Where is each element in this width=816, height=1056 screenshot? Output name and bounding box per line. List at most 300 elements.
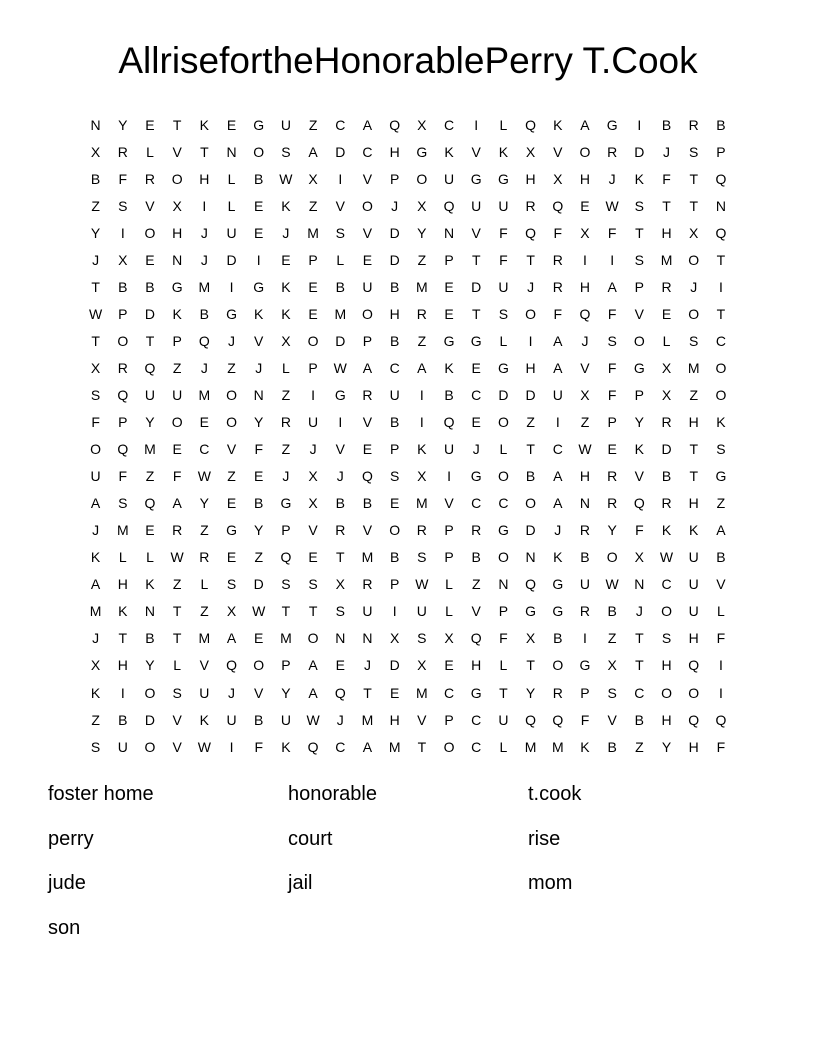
grid-letter: D [389,251,400,268]
grid-letter: I [202,197,207,214]
grid-letter: C [471,738,482,755]
word-list-column-3 [528,782,581,896]
grid-letter: I [555,414,560,431]
grid-letter: A [226,630,237,647]
grid-letter: V [417,711,427,728]
grid-letter: O [688,305,700,322]
grid-letter: A [90,495,101,512]
grid-letter: U [226,711,237,728]
grid-letter: N [253,386,264,403]
grid-letter: K [498,143,509,160]
grid-letter: S [417,549,427,566]
grid-letter: Q [688,657,700,674]
grid-letter: A [362,738,373,755]
grid-letter: F [607,359,617,376]
grid-letter: R [661,414,672,431]
word-list-item: rise [528,827,561,850]
grid-letter: G [552,576,564,593]
grid-letter: O [144,738,156,755]
grid-letter: U [688,549,699,566]
grid-letter: M [280,630,292,647]
grid-letter: L [227,197,236,214]
grid-letter: K [417,441,427,458]
grid-letter: R [335,522,346,539]
grid-letter: Y [118,116,128,133]
grid-letter: Q [525,116,537,133]
grid-letter: V [172,711,182,728]
grid-letter: Z [526,414,535,431]
grid-letter: F [499,224,508,241]
grid-letter: T [689,170,698,187]
grid-letter: U [471,197,482,214]
grid-letter: A [308,684,318,701]
grid-letter: I [120,224,125,241]
grid-letter: G [470,684,482,701]
grid-letter: V [634,468,645,485]
grid-letter: R [607,495,618,512]
grid-letter: R [607,468,618,485]
grid-letter: S [716,441,726,458]
grid-letter: C [389,359,400,376]
grid-letter: H [661,657,672,674]
grid-letter: G [226,305,237,322]
grid-letter: G [497,359,509,376]
grid-letter: Z [91,711,100,728]
grid-letter: M [687,359,700,376]
grid-letter: X [389,630,400,647]
grid-letter: U [308,414,319,431]
grid-letter: F [254,441,263,458]
grid-letter: N [579,495,591,512]
grid-letter: T [91,278,100,295]
grid-letter: T [281,603,291,620]
grid-letter: A [553,332,563,349]
grid-letter: I [447,468,451,485]
grid-letter: M [388,738,401,755]
grid-letter: S [335,603,345,620]
grid-letter: I [338,414,343,431]
grid-letter: R [362,576,373,593]
grid-letter: T [308,603,318,620]
grid-letter: K [172,305,182,322]
grid-letter: P [389,441,400,458]
grid-letter: S [281,576,291,593]
grid-letter: I [338,170,343,187]
grid-letter: B [525,468,536,485]
grid-letter: Y [199,495,210,512]
grid-letter: O [606,549,618,566]
grid-letter: H [579,170,591,187]
grid-letter: F [91,414,100,431]
grid-letter: X [525,143,536,160]
grid-letter: X [308,468,318,485]
grid-letter: M [416,278,428,295]
grid-letter: E [308,549,318,566]
grid-letter: B [90,170,101,187]
grid-letter: Z [281,386,291,403]
grid-letter: I [256,251,261,268]
grid-letter: I [583,630,587,647]
grid-letter: I [474,116,479,133]
grid-letter: P [444,251,454,268]
grid-letter: A [172,495,182,512]
grid-letter: O [715,359,727,376]
grid-letter: O [552,657,564,674]
grid-letter: K [281,197,291,214]
grid-letter: X [90,657,101,674]
grid-letter: M [361,549,374,566]
grid-letter: G [253,116,265,133]
grid-letter: Q [525,224,537,241]
grid-letter: B [716,116,726,133]
grid-letter: P [634,278,645,295]
grid-letter: H [389,143,400,160]
grid-letter: S [90,738,101,755]
grid-letter: H [579,278,591,295]
puzzle-title: AllrisefortheHonorablePerry T.Cook [118,40,698,81]
grid-letter: G [470,170,482,187]
grid-letter: K [281,305,291,322]
grid-letter: H [389,711,400,728]
grid-letter: F [553,224,563,241]
grid-letter: K [444,143,454,160]
grid-letter: R [579,603,591,620]
grid-letter: O [362,305,373,322]
word-list-column-2 [288,782,377,896]
grid-letter: I [229,278,234,295]
grid-letter: J [92,522,100,539]
grid-letter: L [662,332,671,349]
grid-letter: U [226,224,237,241]
grid-letter: O [117,332,129,349]
grid-letter: Y [145,657,155,674]
grid-letter: L [200,576,209,593]
grid-letter: X [689,224,699,241]
grid-letter: R [552,251,563,268]
grid-letter: S [389,468,400,485]
grid-letter: J [690,278,698,295]
word-list-item: son [48,916,81,939]
grid-letter: G [715,468,727,485]
grid-letter: U [416,603,427,620]
grid-letter: P [308,251,318,268]
grid-letter: V [226,441,237,458]
grid-letter: J [336,468,344,485]
grid-letter: P [172,332,182,349]
grid-letter: M [551,738,564,755]
grid-letter: E [362,251,373,268]
grid-letter: U [688,576,699,593]
grid-letter: Q [226,657,237,674]
grid-letter: B [580,549,590,566]
grid-letter: Z [580,414,590,431]
grid-letter: B [199,305,210,322]
grid-letter: J [309,441,317,458]
grid-letter: S [689,332,699,349]
grid-letter: Q [470,630,482,647]
grid-letter: P [389,170,400,187]
grid-letter: O [307,332,319,349]
grid-letter: J [363,657,371,674]
grid-letter: R [471,522,482,539]
grid-letter: E [281,251,291,268]
grid-letter: B [444,386,454,403]
grid-letter: O [579,143,591,160]
grid-letter: K [553,116,563,133]
grid-letter: A [553,359,563,376]
grid-letter: N [634,576,645,593]
grid-letter: O [525,495,537,512]
grid-letter: N [226,143,237,160]
grid-letter: K [90,549,101,566]
grid-letter: P [444,711,454,728]
grid-letter: J [635,603,643,620]
grid-letter: Z [172,359,182,376]
grid-letter: J [581,332,589,349]
grid-letter: B [254,170,264,187]
grid-letter: T [363,684,372,701]
grid-letter: A [580,116,590,133]
grid-letter: M [116,522,129,539]
grid-letter: F [118,468,128,485]
grid-letter: J [554,522,562,539]
grid-letter: Q [117,386,129,403]
grid-letter: H [525,359,536,376]
grid-letter: O [497,414,509,431]
grid-letter: E [444,278,454,295]
grid-letter: Y [254,522,264,539]
grid-letter: E [444,305,454,322]
grid-letter: I [528,332,533,349]
grid-letter: Z [716,495,726,512]
grid-letter: A [308,657,318,674]
grid-letter: K [444,359,454,376]
grid-letter: D [253,576,264,593]
grid-letter: W [279,170,293,187]
grid-letter: K [199,711,210,728]
grid-letter: S [172,684,182,701]
grid-letter: X [308,495,318,512]
grid-letter: Y [634,414,645,431]
grid-letter: F [499,630,508,647]
grid-letter: F [499,251,508,268]
grid-letter: G [497,170,509,187]
grid-letter: D [144,305,156,322]
grid-letter: H [661,224,672,241]
grid-letter: X [281,332,291,349]
grid-letter: P [716,143,726,160]
word-list-item: t.cook [528,783,582,805]
grid-letter: M [144,441,156,458]
grid-letter: O [497,468,509,485]
grid-letter: L [282,359,290,376]
grid-letter: V [471,143,481,160]
grid-letter: F [716,738,726,755]
grid-letter: M [416,495,428,512]
grid-letter: C [498,495,509,512]
grid-letter: F [254,738,263,755]
grid-letter: H [525,170,536,187]
grid-letter: G [606,116,618,133]
grid-letter: K [553,549,563,566]
grid-letter: F [118,170,128,187]
grid-letter: T [662,197,671,214]
grid-letter: F [716,630,726,647]
grid-letter: R [661,278,672,295]
grid-letter: O [253,657,265,674]
grid-letter: S [607,684,617,701]
grid-letter: L [445,603,453,620]
grid-letter: A [716,522,726,539]
grid-letter: E [145,522,155,539]
word-list-item: mom [528,872,573,894]
grid-letter: J [228,684,236,701]
grid-letter: X [661,359,672,376]
grid-letter: Z [254,549,263,566]
grid-letter: V [471,603,481,620]
grid-letter: L [499,441,508,458]
grid-letter: V [335,441,345,458]
grid-letter: K [118,603,128,620]
grid-letter: E [389,684,400,701]
grid-letter: R [607,143,618,160]
grid-letter: H [688,738,699,755]
grid-letter: V [362,414,373,431]
grid-letter: P [444,549,454,566]
grid-letter: E [362,441,373,458]
grid-letter: J [282,224,290,241]
grid-letter: S [118,495,128,512]
grid-letter: E [172,441,182,458]
grid-letter: I [637,116,642,133]
grid-letter: Y [661,738,672,755]
grid-letter: H [471,657,482,674]
grid-letter: P [281,522,291,539]
grid-letter: E [254,630,264,647]
grid-letter: H [688,630,699,647]
grid-letter: B [716,549,726,566]
grid-letter: C [552,441,563,458]
grid-letter: X [417,116,427,133]
word-list-item: honorable [288,783,377,805]
grid-letter: O [443,738,455,755]
grid-letter: A [553,468,563,485]
grid-letter: X [607,657,617,674]
grid-letter: Z [281,441,291,458]
grid-letter: S [417,630,427,647]
grid-letter: P [498,603,509,620]
grid-letter: V [553,143,563,160]
grid-letter: M [198,630,211,647]
grid-letter: N [362,630,373,647]
grid-letter: V [362,224,373,241]
grid-letter: S [335,224,345,241]
grid-letter: T [526,441,535,458]
grid-letter: I [583,251,587,268]
grid-letter: Q [362,468,373,485]
grid-letter: W [605,197,619,214]
grid-letter: E [254,197,264,214]
grid-letter: C [335,116,346,133]
grid-letter: U [199,684,210,701]
grid-letter: T [172,116,182,133]
grid-letter: K [689,522,699,539]
grid-letter: L [173,657,182,674]
grid-letter: K [634,170,645,187]
word-list-item: foster home [48,783,154,805]
grid-letter: Q [280,549,292,566]
grid-letter: Y [254,414,264,431]
grid-letter: G [525,603,537,620]
grid-letter: T [91,332,100,349]
grid-letter: S [118,197,128,214]
grid-letter: C [443,116,455,133]
grid-letter: U [280,116,291,133]
grid-letter: Z [635,738,644,755]
grid-letter: T [526,657,535,674]
grid-letter: K [580,738,590,755]
grid-letter: V [254,684,264,701]
grid-letter: Q [552,711,564,728]
grid-letter: O [226,386,237,403]
grid-letter: Z [172,576,182,593]
grid-letter: N [90,116,101,133]
grid-letter: O [171,414,183,431]
grid-letter: U [579,576,591,593]
grid-letter: F [607,305,617,322]
grid-letter: A [553,495,563,512]
grid-letter: D [335,143,346,160]
grid-letter: H [117,657,128,674]
grid-letter: G [552,603,564,620]
grid-letter: A [607,278,617,295]
grid-letter: U [498,278,509,295]
grid-letter: E [389,495,400,512]
grid-letter: Y [417,224,427,241]
grid-letter: V [580,359,590,376]
grid-letter: O [253,143,265,160]
grid-letter: Z [417,332,427,349]
grid-letter: G [633,359,645,376]
grid-letter: T [118,630,128,647]
grid-letter: Y [90,224,101,241]
grid-letter: G [579,657,591,674]
grid-letter: T [526,251,535,268]
grid-letter: B [145,278,155,295]
grid-letter: V [172,738,182,755]
grid-letter: O [226,414,237,431]
grid-letter: I [120,684,125,701]
grid-letter: J [282,468,290,485]
grid-letter: J [200,224,208,241]
grid-letter: O [144,684,156,701]
grid-letter: B [661,116,672,133]
grid-letter: C [471,711,482,728]
grid-letter: L [499,657,508,674]
grid-letter: X [553,170,563,187]
grid-letter: H [688,495,699,512]
grid-letter: Z [200,603,209,620]
grid-letter: J [527,278,535,295]
grid-letter: K [716,414,726,431]
grid-letter: L [146,143,154,160]
grid-letter: L [118,549,127,566]
grid-letter: S [498,305,509,322]
grid-letter: T [172,603,182,620]
grid-letter: K [281,278,291,295]
grid-letter: P [634,386,645,403]
grid-letter: U [688,603,699,620]
